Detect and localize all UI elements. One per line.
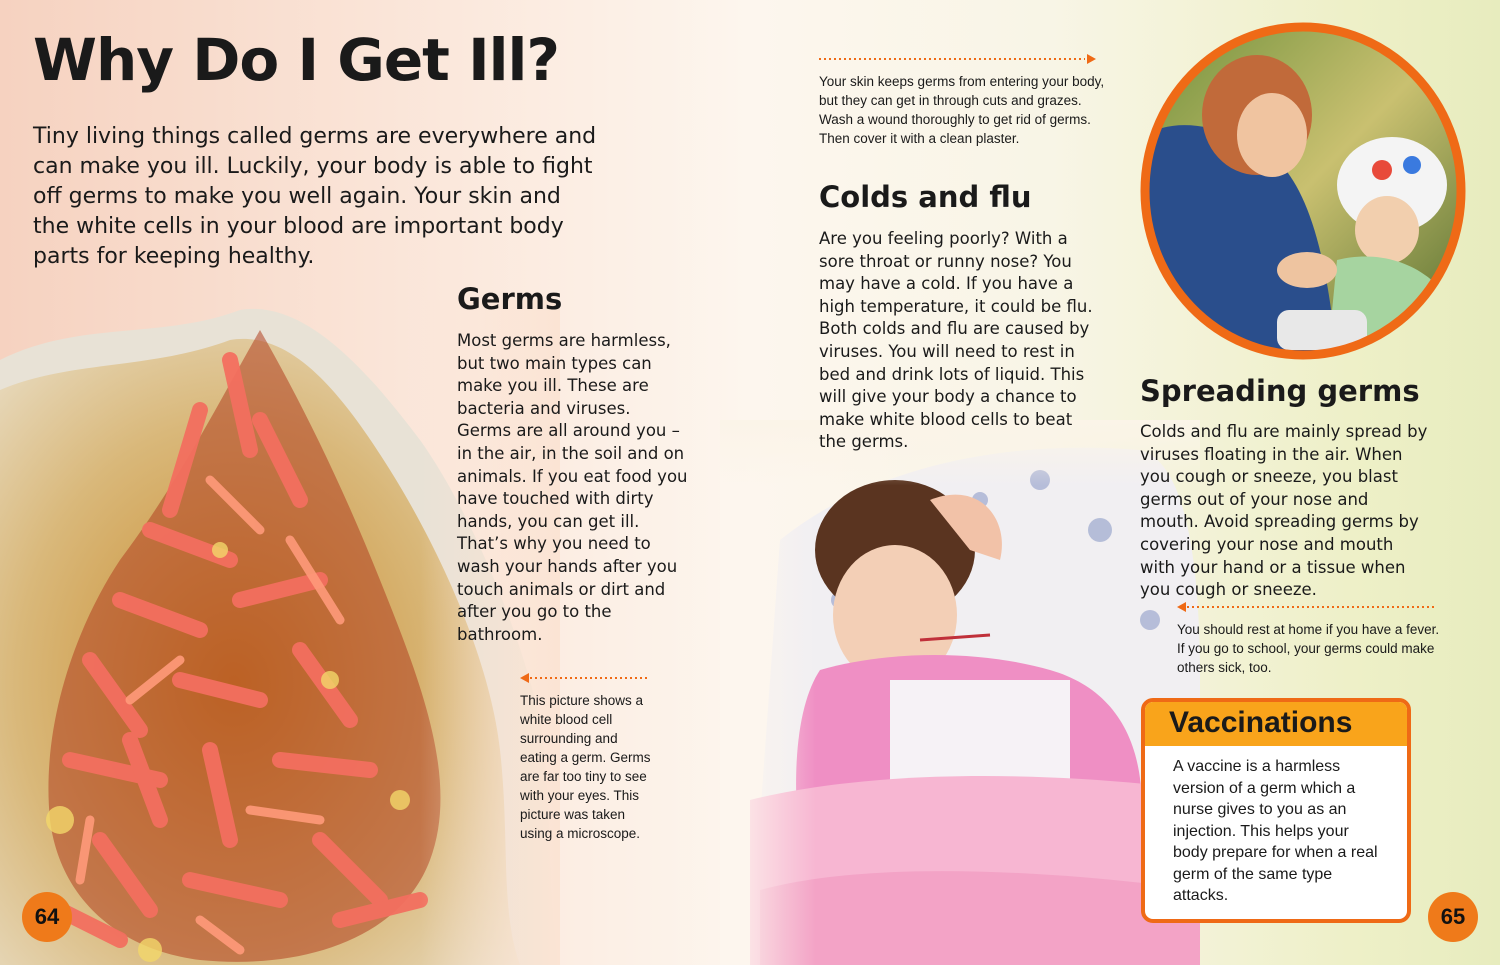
sick-child-in-bed-photo bbox=[720, 420, 1200, 965]
microscope-caption: This picture shows a white blood cell surrounding and eating a germ. Germs are far too tiny to see with your eyes. This picture was taken using a microscope. bbox=[520, 693, 651, 841]
page-number-right: 65 bbox=[1428, 892, 1478, 942]
arrow-left-icon bbox=[520, 672, 652, 684]
skin-caption: Your skin keeps germs from entering your body, but they can get in through cuts and grazes. Wash a wound thoroughly to get rid of germs. Then cover it with a clean plaster. bbox=[819, 74, 1105, 146]
vaccinations-heading: Vaccinations bbox=[1145, 702, 1407, 746]
page-title: Why Do I Get Ill? bbox=[33, 26, 560, 94]
colds-heading: Colds and flu bbox=[819, 180, 1032, 214]
spreading-body: Colds and flu are mainly spread by viruses floating in the air. When you cough or sneeze, you blast germs out of your nose and mouth. Avoid spreading germs by covering your nose and mouth with your hand or a tissue when you cough or sneeze. bbox=[1140, 422, 1428, 600]
arrow-right-icon bbox=[819, 53, 1096, 65]
germs-body: Most germs are harmless, but two main types can make you ill. These are bacteria and viruses. Germs are all around you – in the air, in the soil and on animals. If you eat food you have touched with dirty hands, you can get ill. That’s why you need to wash your hands after you touch animals or dirt and after you go to the bathroom. bbox=[457, 331, 688, 644]
germs-heading: Germs bbox=[457, 282, 563, 316]
mother-child-plaster-photo bbox=[1137, 20, 1469, 362]
fever-caption: You should rest at home if you have a fever. If you go to school, your germs could make others sick, too. bbox=[1177, 622, 1440, 675]
spreading-heading: Spreading germs bbox=[1140, 374, 1420, 408]
arrow-left-icon bbox=[1177, 601, 1437, 613]
intro-paragraph: Tiny living things called germs are everywhere and can make you ill. Luckily, your body is able to fight off germs to make you well again. Your skin and the white cells in your blood are important body parts for keeping healthy. bbox=[33, 124, 597, 269]
colds-body: Are you feeling poorly? With a sore throat or runny nose? You may have a cold. If you have a high temperature, it could be flu. Both colds and flu are caused by viruses. You will need to rest in bed and drink lots of liquid. This will give your body a chance to make white blood cells to beat the germs. bbox=[819, 229, 1093, 452]
vaccinations-body: A vaccine is a harmless version of a germ which a nurse gives to you as an injection. This helps your body prepare for when a real germ of the same type attacks. bbox=[1173, 758, 1378, 904]
page-number-left: 64 bbox=[22, 892, 72, 942]
vaccinations-box bbox=[1141, 698, 1411, 923]
